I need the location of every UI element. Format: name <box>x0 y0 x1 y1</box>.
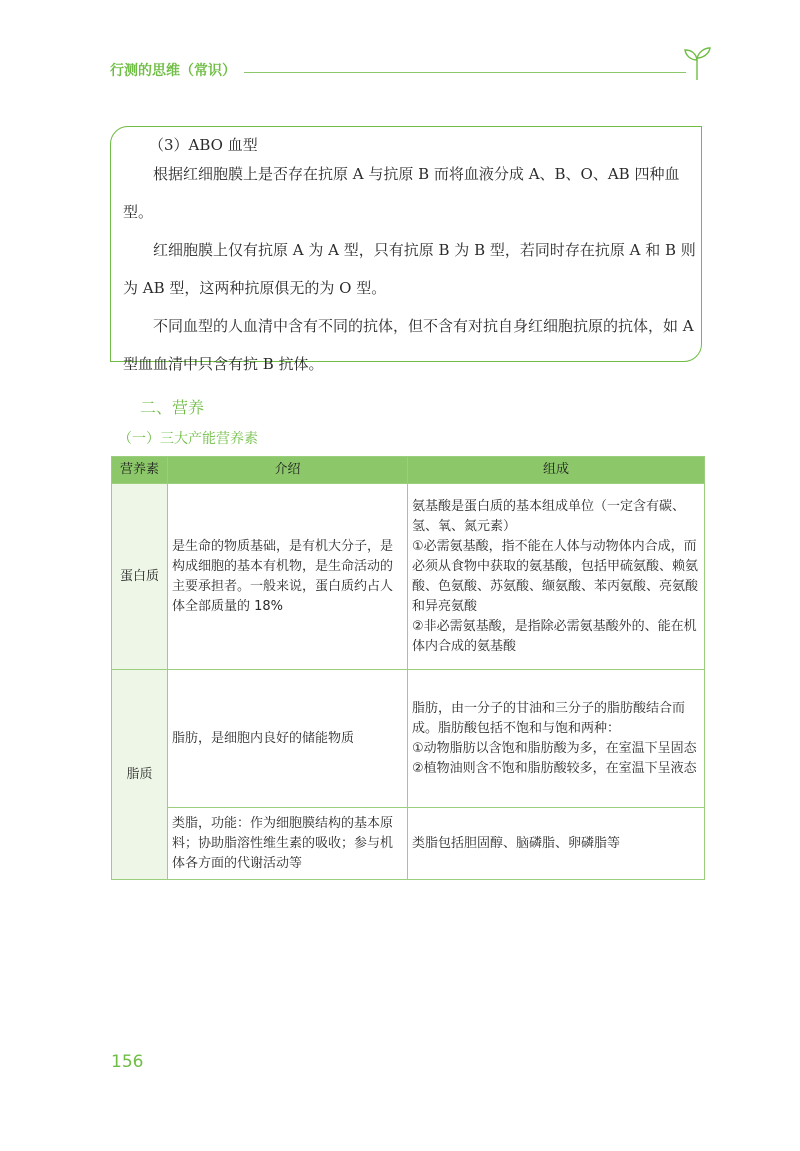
sprout-icon <box>682 42 712 82</box>
protein-composition: 氨基酸是蛋白质的基本组成单位（一定含有碳、氢、氧、氮元素） ①必需氨基酸，指不能在人体与动物体内合成，而必须从食物中获取的氨基酸，包括甲硫氨酸、赖氨酸、色氨酸、苏氨酸、缬氨酸、苯丙氨酸、亮氨酸和异亮氨酸 ②非必需氨基酸，是指除必需氨基酸外的、能在机体内合成的氨基酸 <box>408 484 705 670</box>
box-paragraph-2: 红细胞膜上仅有抗原 A 为 A 型，只有抗原 B 为 B 型，若同时存在抗原 A 和 B 则为 AB 型，这两种抗原俱无的为 O 型。 <box>123 241 696 297</box>
table-header-composition: 组成 <box>408 457 705 484</box>
table-header-intro: 介绍 <box>168 457 408 484</box>
page-number: 156 <box>111 1052 144 1072</box>
fat-composition: 脂肪，由一分子的甘油和三分子的脂肪酸结合而成。脂肪酸包括不饱和与饱和两种： ①动物脂肪以含饱和脂肪酸为多，在室温下呈固态 ②植物油则含不饱和脂肪酸较多，在室温下呈液态 <box>408 670 705 808</box>
blood-type-box <box>110 126 702 373</box>
box-paragraph-1: 根据红细胞膜上是否存在抗原 A 与抗原 B 而将血液分成 A、B、O、AB 四种血型。 <box>123 165 680 221</box>
running-header <box>110 58 710 88</box>
table-row-protein <box>112 484 705 670</box>
table-header-nutrient: 营养素 <box>112 457 168 484</box>
box-paragraph-3: 不同血型的人血清中含有不同的抗体，但不含有对抗自身红细胞抗原的抗体，如 A 型血血清中只含有抗 B 抗体。 <box>123 317 694 373</box>
lipoid-intro: 类脂，功能：作为细胞膜结构的基本原料；协助脂溶性维生素的吸收；参与机体各方面的代谢活动等 <box>168 808 408 880</box>
lipoid-composition: 类脂包括胆固醇、脑磷脂、卵磷脂等 <box>408 808 705 880</box>
fat-intro: 脂肪，是细胞内良好的储能物质 <box>168 670 408 808</box>
table-row-fat <box>112 670 705 808</box>
protein-label: 蛋白质 <box>112 484 168 670</box>
nutrients-table <box>111 456 705 880</box>
table-header-row <box>112 457 705 484</box>
protein-intro: 是生命的物质基础，是有机大分子，是构成细胞的基本有机物，是生命活动的主要承担者。一般来说，蛋白质约占人体全部质量的 18% <box>168 484 408 670</box>
box-title: （3）ABO 血型 <box>149 136 258 154</box>
header-rule <box>244 72 686 73</box>
lipid-label: 脂质 <box>112 670 168 880</box>
running-header-title: 行测的思维（常识） <box>110 63 236 79</box>
section-subheading: （一）三大产能营养素 <box>118 431 258 447</box>
section-heading: 二、营养 <box>140 398 205 417</box>
table-row-lipoid <box>112 808 705 880</box>
